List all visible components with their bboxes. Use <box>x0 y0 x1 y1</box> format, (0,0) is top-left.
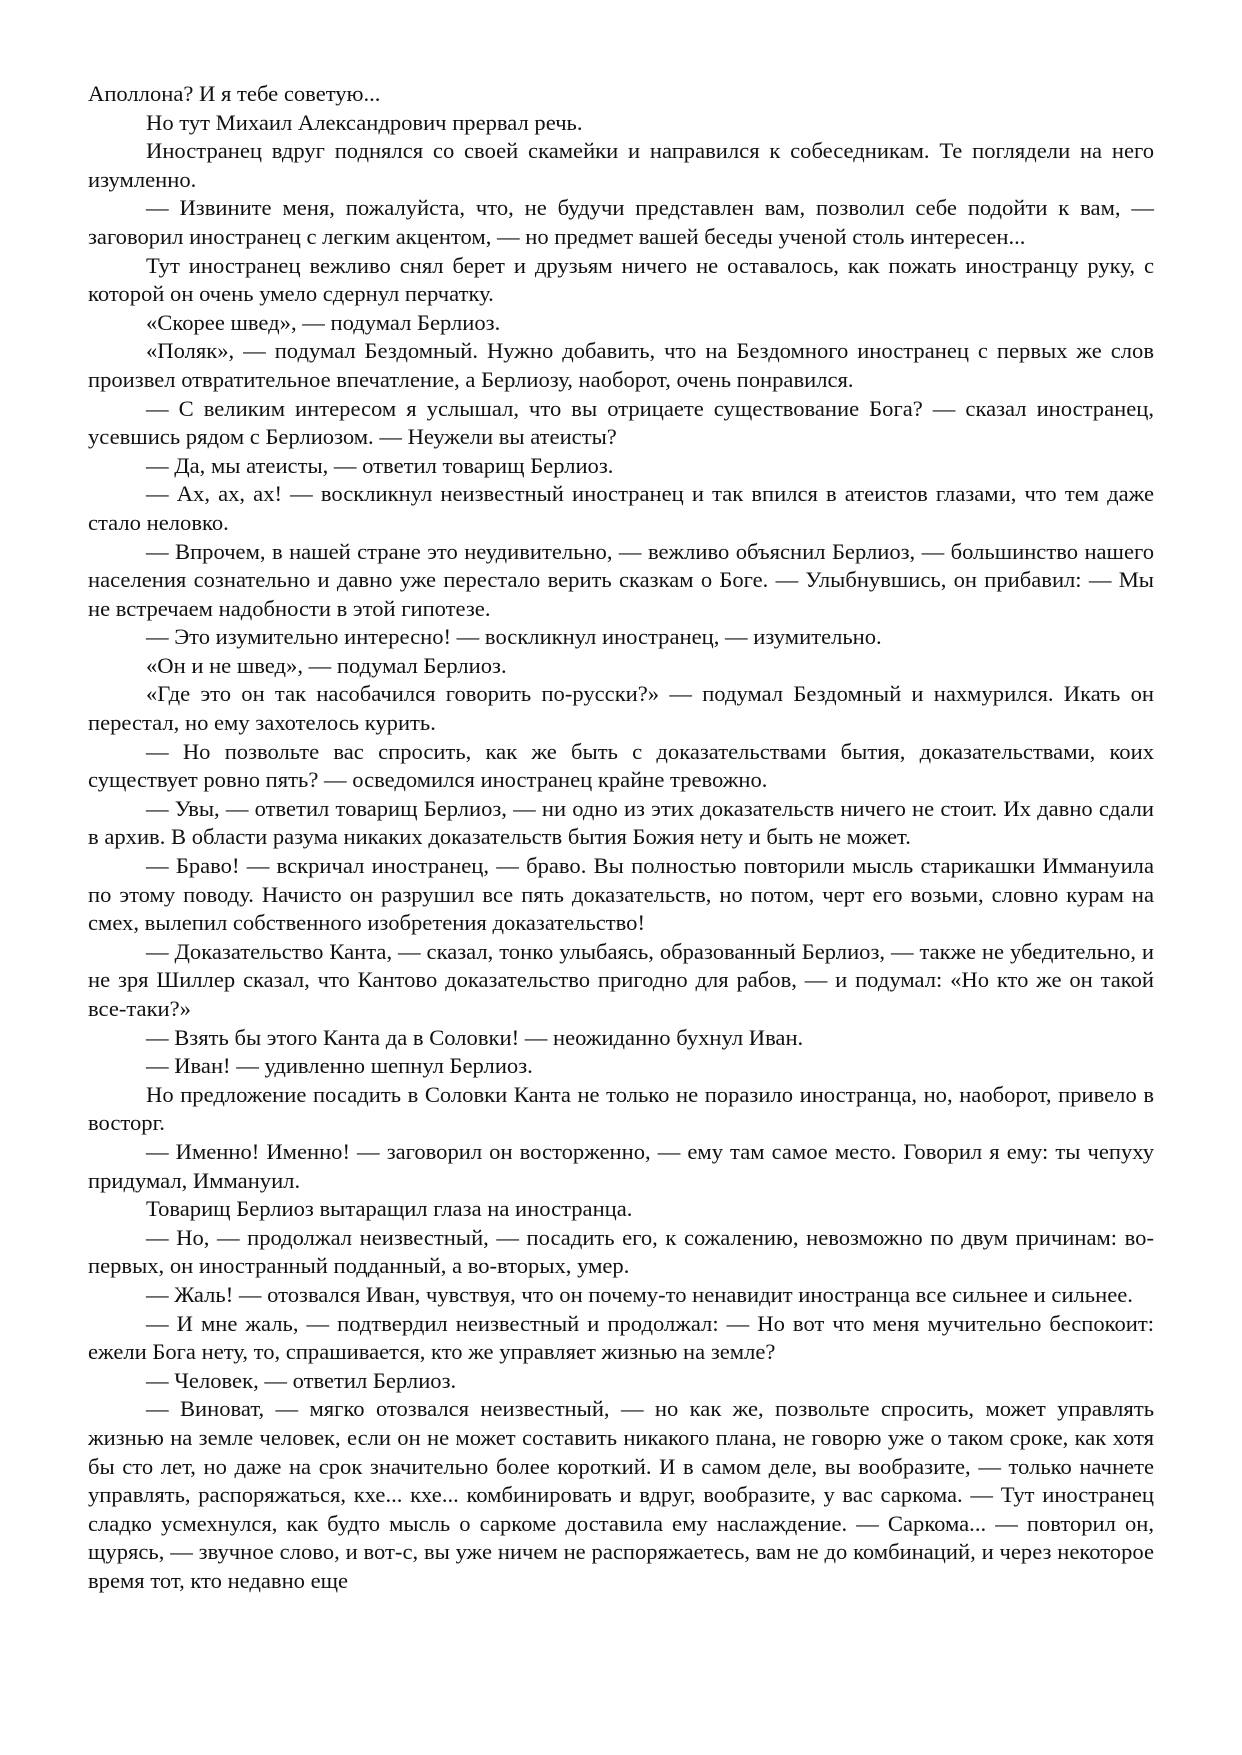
paragraph: Тут иностранец вежливо снял берет и друзьям ничего не оставалось, как пожать иностранцу руку, с которой он очень умело сдернул перчатку. <box>88 252 1154 307</box>
paragraph: — Ах, ах, ах! — воскликнул неизвестный иностранец и так впился в атеистов глазами, что тем даже стало неловко. <box>88 481 1154 535</box>
paragraph: «Скорее швед», — подумал Берлиоз. <box>146 309 501 335</box>
paragraph: «Где это он так насобачился говорить по-русски?» — подумал Бездомный и нахмурился. Икать он перестал, но ему захотелось курить. <box>88 681 1154 736</box>
paragraph: — Именно! Именно! — заговорил он восторженно, — ему там самое место. Говорил я ему: ты чепуху придумал, Иммануил. <box>88 1138 1154 1193</box>
paragraph: — Браво! — вскричал иностранец, — браво. Вы полностью повторили мысль старикашки Иммануила по этому поводу. Начисто он разрушил все пять доказательств, но потом, черт его возьми, словно курам на смех, вылепил собственного изобретения доказательство! <box>88 853 1154 936</box>
paragraph: — Но позвольте вас спросить, как же быть с доказательствами бытия, доказательствами, коих существует ровно пять? — осведомился иностранец крайне тревожно. <box>88 738 1154 793</box>
paragraph: — С великим интересом я услышал, что вы отрицаете существование Бога? — сказал иностранец, усевшись рядом с Берлиозом. — Неужели вы атеисты? <box>88 395 1154 450</box>
paragraph: Но тут Михаил Александрович прервал речь. <box>146 109 583 135</box>
paragraph: Иностранец вдруг поднялся со своей скамейки и направился к собеседникам. Те поглядели на него изумленно. <box>88 138 1154 192</box>
paragraph: — Извините меня, пожалуйста, что, не будучи представлен вам, позволил себе подойти к вам, — заговорил иностранец с легким акцентом, — но предмет вашей беседы ученой столь интересен... <box>88 195 1154 249</box>
paragraph: — Виноват, — мягко отозвался неизвестный, — но как же, позвольте спросить, может управлять жизнью на земле человек, если он не может составить никакого плана, не говорю уже о таком сроке, как хотя бы сто лет, но даже на срок значительно более короткий. И в самом деле, вы вообразите, — только начнете управлять, распоряжаться, кхе... кхе... комбинировать и вдруг, вообразите, у вас саркома. — Тут иностранец сладко усмехнулся, как будто мысль о саркоме доставила ему наслаждение. — Саркома... — повторил он, щурясь, — звучное слово, и вот-с, вы уже ничем не распоряжаетесь, вам не до комбинаций, и через некоторое время тот, кто недавно еще <box>88 1396 1154 1593</box>
paragraph: — Жаль! — отозвался Иван, чувствуя, что он почему-то ненавидит иностранца все сильнее и сильнее. <box>146 1281 1133 1307</box>
paragraph: — Но, — продолжал неизвестный, — посадить его, к сожалению, невозможно по двум причинам: во-первых, он иностранный подданный, а во-вторых, умер. <box>88 1224 1154 1279</box>
paragraph: — И мне жаль, — подтвердил неизвестный и продолжал: — Но вот что меня мучительно беспокоит: ежели Бога нету, то, спрашивается, кто же управляет жизнью на земле? <box>88 1310 1154 1365</box>
paragraph: — Взять бы этого Канта да в Соловки! — неожиданно бухнул Иван. <box>146 1024 804 1050</box>
paragraph: — Впрочем, в нашей стране это неудивительно, — вежливо объяснил Берлиоз, — большинство нашего населения сознательно и давно уже перестало верить сказкам о Боге. — Улыбнувшись, он прибавил: — Мы не встречаем надобности в этой гипотезе. <box>88 538 1154 621</box>
page-text <box>88 80 1154 1595</box>
paragraph: «Он и не швед», — подумал Берлиоз. <box>146 652 507 678</box>
paragraph: — Человек, — ответил Берлиоз. <box>146 1367 457 1393</box>
paragraph-continuation: Аполлона? И я тебе советую... <box>88 81 381 106</box>
paragraph: — Увы, — ответил товарищ Берлиоз, — ни одно из этих доказательств ничего не стоит. Их давно сдали в архив. В области разума никаких доказательств бытия Божия нету и быть не может. <box>88 795 1154 850</box>
paragraph: — Иван! — удивленно шепнул Берлиоз. <box>146 1053 533 1079</box>
paragraph: — Это изумительно интересно! — воскликнул иностранец, — изумительно. <box>146 624 882 650</box>
paragraph: Товарищ Берлиоз вытаращил глаза на иностранца. <box>146 1196 633 1222</box>
paragraph: — Доказательство Канта, — сказал, тонко улыбаясь, образованный Берлиоз, — также не убедительно, и не зря Шиллер сказал, что Кантово доказательство пригодно для рабов, — и подумал: «Но кто же он такой все-таки?» <box>88 938 1154 1021</box>
paragraph: — Да, мы атеисты, — ответил товарищ Берлиоз. <box>146 452 614 478</box>
paragraph: «Поляк», — подумал Бездомный. Нужно добавить, что на Бездомного иностранец с первых же слов произвел отвратительное впечатление, а Берлиозу, наоборот, очень понравился. <box>88 338 1154 392</box>
paragraph: Но предложение посадить в Соловки Канта не только не поразило иностранца, но, наоборот, привело в восторг. <box>88 1081 1154 1136</box>
